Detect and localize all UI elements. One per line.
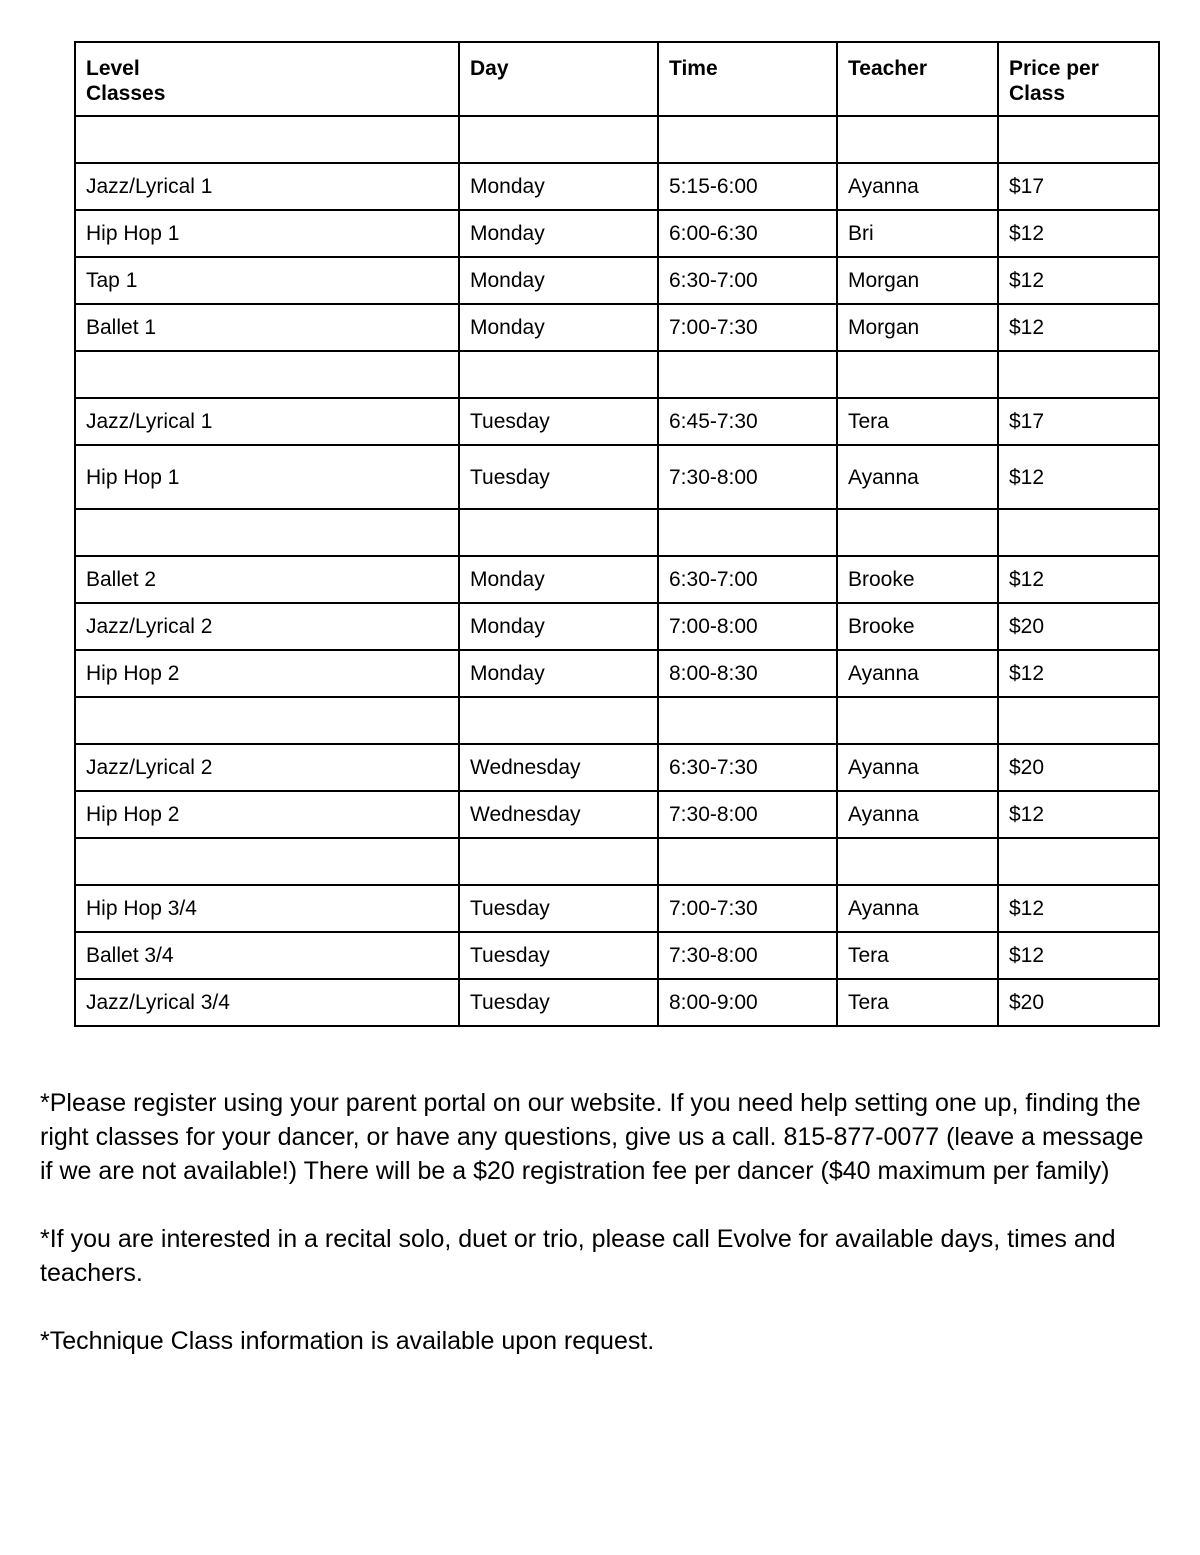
table-row: [75, 398, 1159, 445]
class-name-cell: Hip Hop 2: [75, 650, 459, 697]
teacher-cell: Tera: [837, 932, 998, 979]
empty-cell: [459, 351, 658, 398]
empty-cell: [658, 351, 837, 398]
time-cell: 7:00-8:00: [658, 603, 837, 650]
teacher-cell: Ayanna: [837, 791, 998, 838]
empty-cell: [459, 697, 658, 744]
time-cell: 6:30-7:30: [658, 744, 837, 791]
day-cell: Monday: [459, 304, 658, 351]
header-day: Day: [459, 42, 658, 116]
teacher-cell: Ayanna: [837, 885, 998, 932]
teacher-cell: Bri: [837, 210, 998, 257]
empty-cell: [837, 116, 998, 163]
empty-cell: [658, 697, 837, 744]
table-row: [75, 979, 1159, 1026]
teacher-cell: Tera: [837, 398, 998, 445]
table-row: [75, 556, 1159, 603]
technique-note: *Technique Class information is available upon request.: [40, 1327, 655, 1355]
day-cell: Monday: [459, 650, 658, 697]
class-name-cell: Jazz/Lyrical 2: [75, 603, 459, 650]
price-cell: $20: [998, 744, 1159, 791]
empty-cell: [75, 509, 459, 556]
empty-cell: [998, 116, 1159, 163]
class-name-cell: Ballet 1: [75, 304, 459, 351]
teacher-cell: Ayanna: [837, 650, 998, 697]
day-cell: Monday: [459, 210, 658, 257]
price-cell: $12: [998, 556, 1159, 603]
empty-cell: [459, 116, 658, 163]
teacher-cell: Tera: [837, 979, 998, 1026]
day-cell: Monday: [459, 163, 658, 210]
price-cell: $17: [998, 163, 1159, 210]
table-row: [75, 304, 1159, 351]
table-row: [75, 445, 1159, 509]
day-cell: Monday: [459, 257, 658, 304]
table-row: [75, 885, 1159, 932]
teacher-cell: Morgan: [837, 304, 998, 351]
empty-cell: [837, 697, 998, 744]
empty-cell: [837, 351, 998, 398]
teacher-cell: Brooke: [837, 556, 998, 603]
table-row: [75, 163, 1159, 210]
day-cell: Tuesday: [459, 979, 658, 1026]
class-name-cell: Jazz/Lyrical 2: [75, 744, 459, 791]
day-cell: Tuesday: [459, 445, 658, 509]
price-cell: $12: [998, 257, 1159, 304]
teacher-cell: Morgan: [837, 257, 998, 304]
empty-cell: [459, 509, 658, 556]
day-cell: Wednesday: [459, 791, 658, 838]
spacer-row: [75, 351, 1159, 398]
table-row: [75, 257, 1159, 304]
empty-cell: [75, 351, 459, 398]
empty-cell: [998, 509, 1159, 556]
day-cell: Tuesday: [459, 932, 658, 979]
empty-cell: [459, 838, 658, 885]
class-name-cell: Tap 1: [75, 257, 459, 304]
day-cell: Tuesday: [459, 885, 658, 932]
time-cell: 7:30-8:00: [658, 932, 837, 979]
time-cell: 6:30-7:00: [658, 257, 837, 304]
table-body: [75, 116, 1159, 1026]
table-row: [75, 932, 1159, 979]
time-cell: 8:00-8:30: [658, 650, 837, 697]
recital-note: *If you are interested in a recital solo, duet or trio, please call Evolve for available days, times and teachers.: [40, 1225, 1116, 1287]
teacher-cell: Brooke: [837, 603, 998, 650]
price-cell: $12: [998, 210, 1159, 257]
day-cell: Monday: [459, 556, 658, 603]
class-name-cell: Hip Hop 1: [75, 445, 459, 509]
class-name-cell: Hip Hop 1: [75, 210, 459, 257]
time-cell: 6:30-7:00: [658, 556, 837, 603]
spacer-row: [75, 697, 1159, 744]
price-cell: $17: [998, 398, 1159, 445]
class-name-cell: Ballet 3/4: [75, 932, 459, 979]
empty-cell: [75, 838, 459, 885]
time-cell: 6:45-7:30: [658, 398, 837, 445]
table-row: [75, 650, 1159, 697]
empty-cell: [837, 509, 998, 556]
header-level-classes: Level Classes: [75, 42, 459, 116]
day-cell: Wednesday: [459, 744, 658, 791]
class-name-cell: Hip Hop 3/4: [75, 885, 459, 932]
registration-note: *Please register using your parent portal on our website. If you need help setting one up, finding the right classes for your dancer, or have any questions, give us a call. 815-877-0077 (leave a message if we are not available!) There will be a $20 registration fee per dancer ($40 maximum per family): [40, 1089, 1144, 1185]
empty-cell: [75, 697, 459, 744]
day-cell: Monday: [459, 603, 658, 650]
teacher-cell: Ayanna: [837, 744, 998, 791]
time-cell: 7:30-8:00: [658, 445, 837, 509]
spacer-row: [75, 838, 1159, 885]
price-cell: $12: [998, 304, 1159, 351]
empty-cell: [998, 697, 1159, 744]
teacher-cell: Ayanna: [837, 445, 998, 509]
table-row: [75, 744, 1159, 791]
price-cell: $12: [998, 791, 1159, 838]
empty-cell: [75, 116, 459, 163]
time-cell: 5:15-6:00: [658, 163, 837, 210]
class-name-cell: Ballet 2: [75, 556, 459, 603]
teacher-cell: Ayanna: [837, 163, 998, 210]
time-cell: 7:30-8:00: [658, 791, 837, 838]
price-cell: $12: [998, 650, 1159, 697]
empty-cell: [658, 116, 837, 163]
price-cell: $20: [998, 979, 1159, 1026]
class-name-cell: Jazz/Lyrical 1: [75, 163, 459, 210]
notes-section: [40, 1086, 1160, 1392]
price-cell: $20: [998, 603, 1159, 650]
empty-cell: [837, 838, 998, 885]
time-cell: 7:00-7:30: [658, 885, 837, 932]
table-row: [75, 791, 1159, 838]
price-cell: $12: [998, 885, 1159, 932]
class-name-cell: Jazz/Lyrical 3/4: [75, 979, 459, 1026]
empty-cell: [658, 838, 837, 885]
class-name-cell: Jazz/Lyrical 1: [75, 398, 459, 445]
day-cell: Tuesday: [459, 398, 658, 445]
header-price-per-class: Price per Class: [998, 42, 1159, 116]
class-name-cell: Hip Hop 2: [75, 791, 459, 838]
empty-cell: [998, 351, 1159, 398]
price-cell: $12: [998, 445, 1159, 509]
empty-cell: [998, 838, 1159, 885]
table-row: [75, 210, 1159, 257]
class-schedule-table: [74, 41, 1160, 1027]
table-row: [75, 603, 1159, 650]
table-header-row: [75, 42, 1159, 116]
time-cell: 8:00-9:00: [658, 979, 837, 1026]
spacer-row: [75, 509, 1159, 556]
header-teacher: Teacher: [837, 42, 998, 116]
header-time: Time: [658, 42, 837, 116]
price-cell: $12: [998, 932, 1159, 979]
time-cell: 7:00-7:30: [658, 304, 837, 351]
empty-cell: [658, 509, 837, 556]
time-cell: 6:00-6:30: [658, 210, 837, 257]
spacer-row: [75, 116, 1159, 163]
